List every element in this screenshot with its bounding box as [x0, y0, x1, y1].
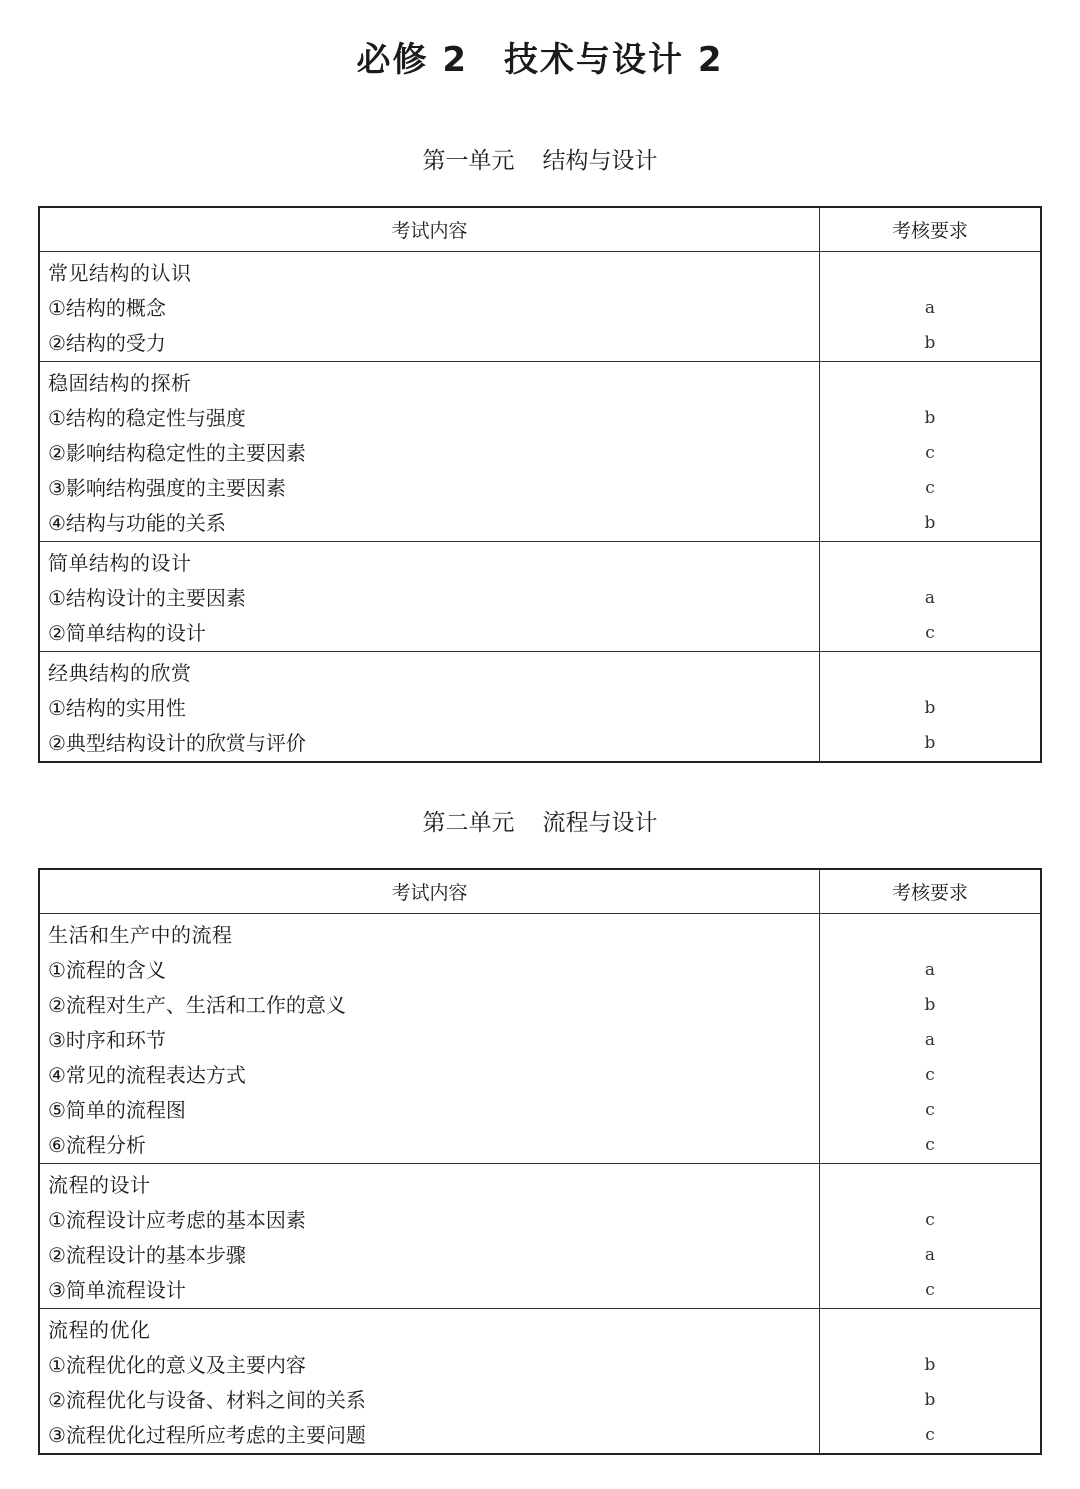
- requirement-level: c: [925, 623, 935, 643]
- column-header-content: 考试内容: [39, 207, 820, 252]
- group-heading: 流程的优化: [48, 1318, 151, 1342]
- table-header-row: [39, 207, 1041, 252]
- table-header-row: [39, 869, 1041, 914]
- requirement-cell: [820, 1164, 1042, 1309]
- table-row: [39, 914, 1041, 1164]
- group-heading: 常见结构的认识: [48, 261, 192, 285]
- list-item: ③时序和环节: [48, 1028, 166, 1052]
- list-item: ⑤简单的流程图: [48, 1098, 186, 1122]
- requirement-level: c: [925, 1135, 935, 1155]
- requirement-cell: [820, 652, 1042, 763]
- column-header-requirement: 考核要求: [820, 207, 1042, 252]
- unit-2-number: 第二单元: [422, 810, 515, 836]
- requirement-level: c: [925, 1280, 935, 1300]
- table-row: [39, 1309, 1041, 1455]
- unit-1-title: [0, 142, 1080, 175]
- requirement-cell: [820, 362, 1042, 542]
- requirement-level: a: [924, 960, 936, 980]
- group-heading: 经典结构的欣赏: [48, 661, 192, 685]
- list-item: ②简单结构的设计: [48, 621, 206, 645]
- requirement-cell: [820, 542, 1042, 652]
- requirement-level: b: [924, 333, 936, 353]
- unit-2-title: [0, 804, 1080, 837]
- unit-1-table: [38, 206, 1042, 763]
- requirement-level: a: [924, 588, 936, 608]
- list-item: ②典型结构设计的欣赏与评价: [48, 731, 306, 755]
- list-item: ①结构的稳定性与强度: [48, 406, 246, 430]
- requirement-cell: [820, 914, 1042, 1164]
- column-header-requirement: 考核要求: [820, 869, 1042, 914]
- table-row: [39, 1164, 1041, 1309]
- list-item: ①结构设计的主要因素: [48, 586, 246, 610]
- content-cell: [39, 1164, 820, 1309]
- requirement-level: a: [924, 298, 936, 318]
- unit-1-number: 第一单元: [422, 148, 515, 174]
- list-item: ②结构的受力: [48, 331, 166, 355]
- table-row: [39, 362, 1041, 542]
- requirement-level: b: [924, 698, 936, 718]
- group-heading: 稳固结构的探析: [48, 371, 192, 395]
- requirement-level: c: [925, 1065, 935, 1085]
- list-item: ③影响结构强度的主要因素: [48, 476, 286, 500]
- requirement-cell: [820, 1309, 1042, 1455]
- group-heading: 简单结构的设计: [48, 551, 192, 575]
- requirement-level: a: [924, 1030, 936, 1050]
- level-spacer: [820, 918, 1040, 953]
- requirement-level: c: [925, 478, 935, 498]
- list-item: ②流程设计的基本步骤: [48, 1243, 246, 1267]
- requirement-level: c: [925, 1100, 935, 1120]
- column-header-content: 考试内容: [39, 869, 820, 914]
- list-item: ⑥流程分析: [48, 1133, 146, 1157]
- unit-1-name: 结构与设计: [542, 148, 658, 174]
- list-item: ④常见的流程表达方式: [48, 1063, 246, 1087]
- content-cell: [39, 1309, 820, 1455]
- level-spacer: [820, 1313, 1040, 1348]
- list-item: ①结构的实用性: [48, 696, 186, 720]
- requirement-level: b: [924, 733, 936, 753]
- requirement-level: c: [925, 1210, 935, 1230]
- level-spacer: [820, 366, 1040, 401]
- requirement-level: b: [924, 408, 936, 428]
- list-item: ①流程设计应考虑的基本因素: [48, 1208, 306, 1232]
- requirement-level: c: [925, 443, 935, 463]
- list-item: ③简单流程设计: [48, 1278, 186, 1302]
- content-cell: [39, 542, 820, 652]
- list-item: ④结构与功能的关系: [48, 511, 226, 535]
- requirement-level: c: [925, 1425, 935, 1445]
- list-item: ②流程对生产、生活和工作的意义: [48, 993, 346, 1017]
- requirement-cell: [820, 252, 1042, 362]
- list-item: ③流程优化过程所应考虑的主要问题: [48, 1423, 366, 1447]
- content-cell: [39, 914, 820, 1164]
- unit-2-name: 流程与设计: [542, 810, 658, 836]
- requirement-level: b: [924, 513, 936, 533]
- requirement-level: b: [924, 1390, 936, 1410]
- table-row: [39, 252, 1041, 362]
- page-title: 必修 2 技术与设计 2: [356, 40, 724, 80]
- list-item: ②影响结构稳定性的主要因素: [48, 441, 306, 465]
- requirement-level: b: [924, 1355, 936, 1375]
- group-heading: 生活和生产中的流程: [48, 923, 233, 947]
- content-cell: [39, 362, 820, 542]
- requirement-level: a: [924, 1245, 936, 1265]
- table-row: [39, 542, 1041, 652]
- group-heading: 流程的设计: [48, 1173, 151, 1197]
- list-item: ②流程优化与设备、材料之间的关系: [48, 1388, 366, 1412]
- level-spacer: [820, 256, 1040, 291]
- content-cell: [39, 652, 820, 763]
- list-item: ①结构的概念: [48, 296, 166, 320]
- level-spacer: [820, 1168, 1040, 1203]
- list-item: ①流程优化的意义及主要内容: [48, 1353, 306, 1377]
- list-item: ①流程的含义: [48, 958, 166, 982]
- level-spacer: [820, 656, 1040, 691]
- table-row: [39, 652, 1041, 763]
- requirement-level: b: [924, 995, 936, 1015]
- level-spacer: [820, 546, 1040, 581]
- unit-2-table: [38, 868, 1042, 1455]
- content-cell: [39, 252, 820, 362]
